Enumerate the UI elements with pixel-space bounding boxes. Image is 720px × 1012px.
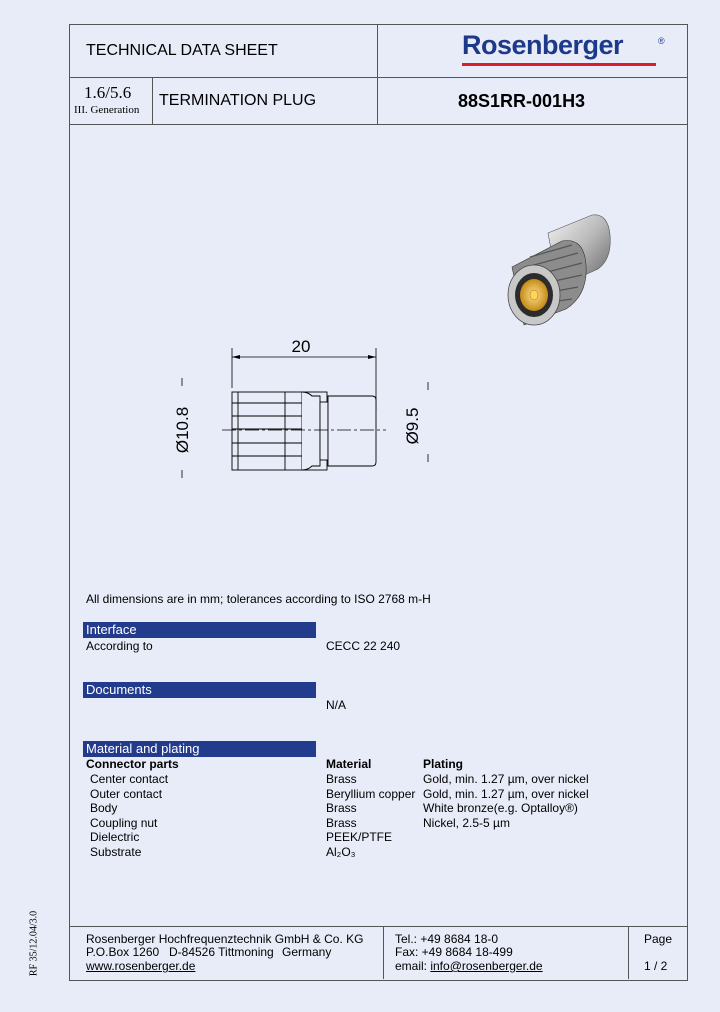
right-diameter-value: Ø9.5: [403, 407, 422, 445]
part-name: Outer contact: [90, 787, 163, 801]
part-plating: Gold, min. 1.27 µm, over nickel: [423, 772, 589, 786]
part-number: 88S1RR-001H3: [458, 91, 586, 111]
part-material: Beryllium copper: [326, 787, 416, 801]
length-arrow-right: [368, 355, 376, 359]
footer-company: Rosenberger Hochfrequenztechnik GmbH & Co. KG: [86, 932, 364, 946]
connector-front-face: [508, 265, 560, 325]
dimension-drawing: [160, 330, 450, 480]
header-divider-2: [69, 124, 687, 125]
footer-vertical-divider-2: [628, 926, 629, 979]
logo-underline: [462, 63, 656, 66]
header-vertical-divider: [377, 24, 378, 125]
footer-divider: [69, 926, 687, 927]
rosenberger-logo: [462, 30, 672, 70]
footer-country: Germany: [282, 945, 332, 959]
length-arrow-left: [232, 355, 240, 359]
left-diameter-value: Ø10.8: [173, 406, 192, 454]
part-material: Brass: [326, 772, 357, 786]
footer-website-link[interactable]: www.rosenberger.de: [86, 959, 196, 973]
connector-photo: [500, 205, 620, 330]
part-name: Dielectric: [90, 830, 140, 844]
footer-email-link[interactable]: info@rosenberger.de: [430, 959, 543, 973]
part-material: Al₂O₃: [326, 845, 356, 859]
footer-pobox: P.O.Box 1260: [86, 945, 160, 959]
header-divider-1: [69, 77, 687, 78]
material-header: Material: [326, 757, 372, 771]
part-name: Center contact: [90, 772, 169, 786]
part-name: Body: [90, 801, 118, 815]
footer-tel: Tel.: +49 8684 18-0: [395, 932, 499, 946]
footer-vertical-divider-1: [383, 926, 384, 979]
product-name: TERMINATION PLUG: [159, 92, 317, 109]
part-plating: Nickel, 2.5-5 µm: [423, 816, 510, 830]
interface-section-bar: Interface: [83, 622, 316, 638]
part-material: PEEK/PTFE: [326, 830, 393, 844]
part-material: Brass: [326, 816, 357, 830]
connector-parts-header: Connector parts: [86, 757, 179, 771]
footer-email-line: [395, 959, 543, 973]
plating-header: Plating: [423, 757, 464, 771]
dimensions-note: All dimensions are in mm; tolerances according to ISO 2768 m-H: [86, 592, 431, 606]
series-label: 1.6/5.6: [84, 83, 132, 102]
document-code-vertical: RF 35/12.04/3.0: [28, 910, 40, 977]
footer-city: D-84526 Tittmoning: [169, 945, 274, 959]
documents-value: N/A: [326, 698, 347, 712]
series-divider: [152, 77, 153, 124]
page-number: 1 / 2: [644, 959, 668, 973]
length-dimension-value: 20: [291, 337, 311, 356]
part-name: Substrate: [90, 845, 142, 859]
logo-registered: ®: [658, 36, 665, 46]
material-section-bar: Material and plating: [83, 741, 316, 757]
part-material: Brass: [326, 801, 357, 815]
part-plating: Gold, min. 1.27 µm, over nickel: [423, 787, 589, 801]
drawing-knurled-nut: [232, 392, 327, 470]
page-label: Page: [644, 932, 673, 946]
logo-text: Rosenberger: [462, 30, 624, 60]
part-plating: White bronze(e.g. Optalloy®): [423, 801, 578, 815]
part-name: Coupling nut: [90, 816, 158, 830]
footer-email-label: email:: [395, 959, 431, 973]
documents-section-bar: Documents: [83, 682, 316, 698]
drawing-rear-body: [320, 396, 376, 466]
interface-label: According to: [86, 639, 153, 653]
footer-fax: Fax: +49 8684 18-499: [395, 945, 513, 959]
interface-value: CECC 22 240: [326, 639, 401, 653]
doc-type-title: TECHNICAL DATA SHEET: [86, 42, 278, 59]
generation-label: III. Generation: [74, 104, 140, 116]
